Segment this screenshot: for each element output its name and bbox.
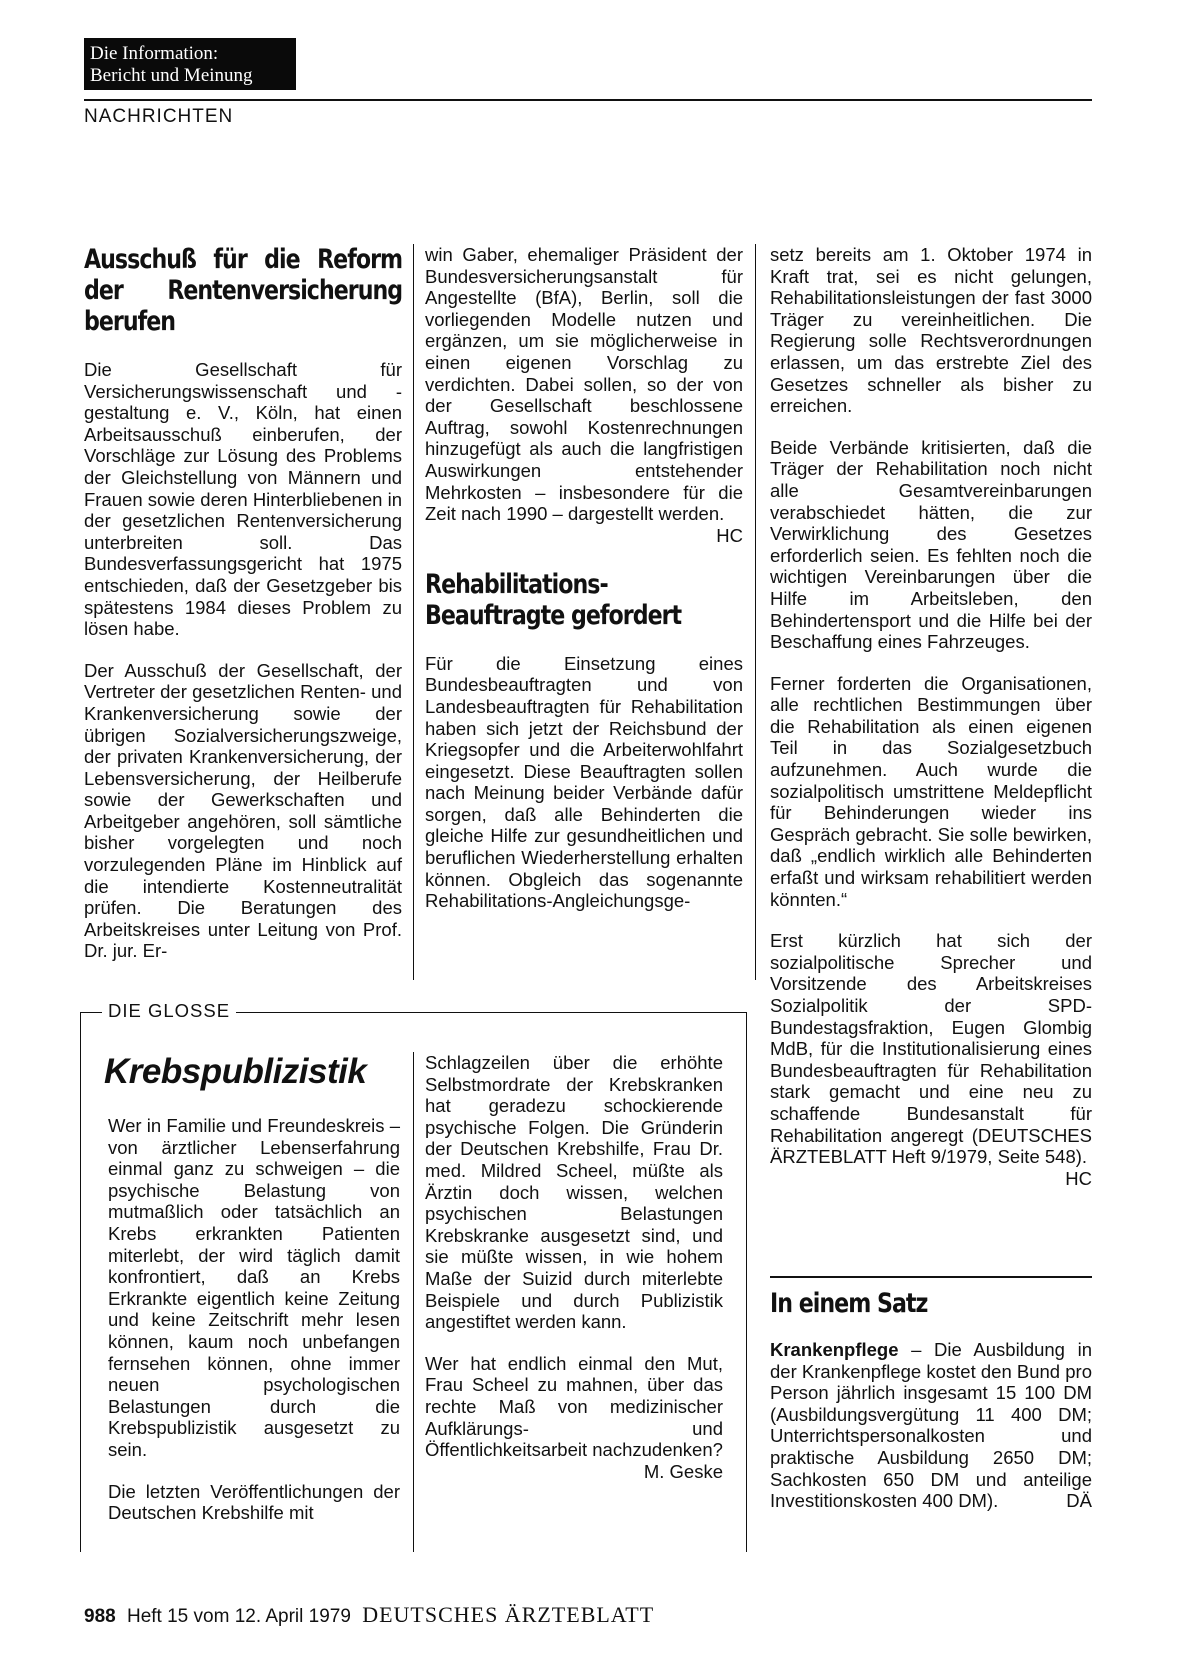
article1-paragraph-2a: Der Ausschuß der Gesellschaft, der Vertreter der gesetzlichen Renten- und Krankenversicherung sowie der übrigen Sozialversicherungszweige, der privaten Krankenversicherung, der Lebensversicherung, der Heilberufe sowie der Gewerkschaften und Arbeitgeber angehören, soll sämtliche bisher vorgelegten und noch vorzulegenden Pläne im Hinblick auf die intendierte Kostenneutralität prüfen. Die Beratungen des Arbeitskreises unter Leitung von Prof. Dr. jur. Er- (84, 659, 402, 962)
column-2 (425, 244, 743, 932)
article1-signature: HC (716, 524, 743, 546)
in-einem-satz-lead: Krankenpflege (770, 1339, 899, 1360)
in-einem-satz (770, 1288, 1092, 1532)
header-rule (84, 99, 1092, 101)
glosse-paragraph-2a: Die letzten Veröffentlichungen der Deutschen Krebshilfe mit (108, 1480, 400, 1524)
article1-title: Ausschuß für die Reform der Rentenversicherung berufen (84, 244, 403, 337)
glosse-paragraph-1: Wer in Familie und Freundeskreis – von ärztlicher Lebenserfahrung einmal ganz zu schweigen – die psychische Belastung von mutmaßlich oder tatsächlich an Krebs erkrankten Patienten miterlebt, der wird täglich damit konfrontiert, daß an Krebs Erkrankte eigentlich keine Zeitung und keine Zeitschrift mehr lesen können, kaum noch unbefangen fernsehen können, ohne immer neuen psychologischen Belastungen durch die Krebspublizistik ausgesetzt zu sein. (108, 1115, 400, 1460)
badge-line-2: Bericht und Meinung (90, 65, 253, 86)
issue-info: Heft 15 vom 12. April 1979 (126, 1606, 351, 1627)
glosse-signature: M. Geske (643, 1460, 723, 1482)
article1-paragraph-2b: win Gaber, ehemaliger Präsident der Bundesversicherungsanstalt für Angestellte (BfA), Berlin, soll die vorliegenden Modelle nutzen und ergänzen, um sie möglicherweise in einen eigenen Vorschlag zu verdichten. Dabei sollen, so der von der Gesellschaft beschlossene Auftrag, sowohl Kostenrechnungen hinzugefügt als auch die langfristigen Auswirkungen entstehender Mehrkosten – insbesondere für die Zeit nach 1990 – dargestellt werden. HC (425, 244, 743, 546)
glosse-column-2 (425, 1052, 723, 1482)
article2-signature: HC (1065, 1167, 1092, 1189)
article2-paragraph-4: Erst kürzlich hat sich der sozialpolitische Sprecher und Vorsitzende des Arbeitskreises Sozialpolitik der SPD-Bundestagsfraktion, Eugen Glombig MdB, für die Institutionalisierung eines Bundesbeauftragten für Rehabilitation stark gemacht und eine neu zu schaffende Bundesanstalt für Rehabilitation angeregt (DEUTSCHES ÄRZTEBLATT Heft 9/1979, Seite 548). HC (770, 930, 1092, 1189)
glosse-column-divider (413, 1052, 414, 1552)
glosse-column-1 (108, 1115, 400, 1544)
glosse-label: DIE GLOSSE (104, 1000, 234, 1022)
glosse-box-top-right (236, 1012, 746, 1013)
in-einem-satz-rule (770, 1276, 1092, 1278)
glosse-title: Krebspublizistik (104, 1052, 367, 1091)
section-title: NACHRICHTEN (84, 106, 234, 127)
page-footer (84, 1602, 654, 1628)
column-divider-2 (755, 244, 756, 980)
article2-paragraph-3: Ferner forderten die Organisationen, alle rechtlichen Bestimmungen über die Rehabilitation als einen eigenen Teil in das Sozialgesetzbuch aufzunehmen. Auch wurde die sozialpolitisch umstrittene Meldepflicht für Behinderungen wieder ins Gespräch gebracht. Sie solle bewirken, daß „endlich wirklich alle Behinderten erfaßt und wirksam rehabilitiert werden könnten.“ (770, 672, 1092, 910)
column-1 (84, 244, 402, 982)
page-number: 988 (84, 1606, 116, 1627)
article2-paragraph-1b: setz bereits am 1. Oktober 1974 in Kraft trat, sei es nicht gelungen, Rehabilitationsleistungen der fast 3000 Träger zu vereinheitlichen. Die Regierung solle Rechtsverordnungen erlassen, um das erstrebte Ziel des Gesetzes schneller als bisher zu erreichen. (770, 244, 1092, 417)
in-einem-satz-title: In einem Satz (770, 1288, 928, 1319)
masthead: DEUTSCHES ÄRZTEBLATT (362, 1602, 655, 1627)
article2-title: Rehabilitations-Beauftragte gefordert (425, 568, 682, 631)
article2-paragraph-2: Beide Verbände kritisierten, daß die Träger der Rehabilitation noch nicht alle Gesamtvereinbarungen verabschiedet hätten, die zur Verwirklichung des Gesetzes erforderlich seien. Es fehlten noch die wichtigen Vereinbarungen über die Hilfe im Arbeitsleben, den Behindertensport und die Hilfe bei der Beschaffung eines Fahrzeuges. (770, 436, 1092, 653)
column-3 (770, 244, 1092, 1189)
badge-line-1: Die Information: (90, 43, 219, 64)
glosse-box-top-left (80, 1012, 102, 1013)
in-einem-satz-signature: DÄ (1066, 1490, 1092, 1512)
glosse-paragraph-3: Wer hat endlich einmal den Mut, Frau Scheel zu mahnen, über das rechte Maß von medizinischer Aufklärungs- und Öffentlichkeitsarbeit nachzudenken? M. Geske (425, 1352, 723, 1482)
in-einem-satz-item: Krankenpflege – Die Ausbildung in der Krankenpflege kostet den Bund pro Person jährlich insgesamt 15 100 DM (Ausbildungsvergütung 11 400 DM; Unterrichtspersonalkosten und praktische Ausbildung 2650 DM; Sachkosten 650 DM und anteilige Investitionskosten 400 DM). DÄ (770, 1339, 1092, 1512)
section-badge (84, 38, 296, 90)
column-divider-1 (413, 244, 414, 980)
article2-paragraph-1a: Für die Einsetzung eines Bundesbeauftragten und von Landesbeauftragten für Rehabilitation haben sich jetzt der Reichsbund der Kriegsopfer und die Arbeiterwohlfahrt eingesetzt. Diese Beauftragten sollen nach Meinung beider Verbände dafür sorgen, daß alle Behinderten die gleiche Hilfe zur gesundheitlichen und beruflichen Wiederherstellung erhalten können. Obgleich das sogenannte Rehabilitations-Angleichungsge- (425, 652, 743, 912)
glosse-paragraph-2b: Schlagzeilen über die erhöhte Selbstmordrate der Krebskranken hat geradezu schockierende psychische Folgen. Die Gründerin der Deutschen Krebshilfe, Frau Dr. med. Mildred Scheel, müßte als Ärztin doch wissen, welchen psychischen Belastungen Krebskranke ausgesetzt sind, und sie müßte wissen, in wie hohem Maße der Suizid durch miterlebte Beispiele und durch Publizistik angestiftet werden kann. (425, 1052, 723, 1333)
article1-paragraph-1: Die Gesellschaft für Versicherungswissenschaft und -gestaltung e. V., Köln, hat einen Arbeitsausschuß einberufen, der Vorschläge zur Lösung des Problems der Gleichstellung von Männern und Frauen sowie deren Hinterbliebenen in der gesetzlichen Rentenversicherung unterbreiten soll. Das Bundesverfassungsgericht hat 1975 entschieden, daß der Gesetzgeber bis spätestens 1984 dieses Problem zu lösen habe. (84, 359, 402, 640)
